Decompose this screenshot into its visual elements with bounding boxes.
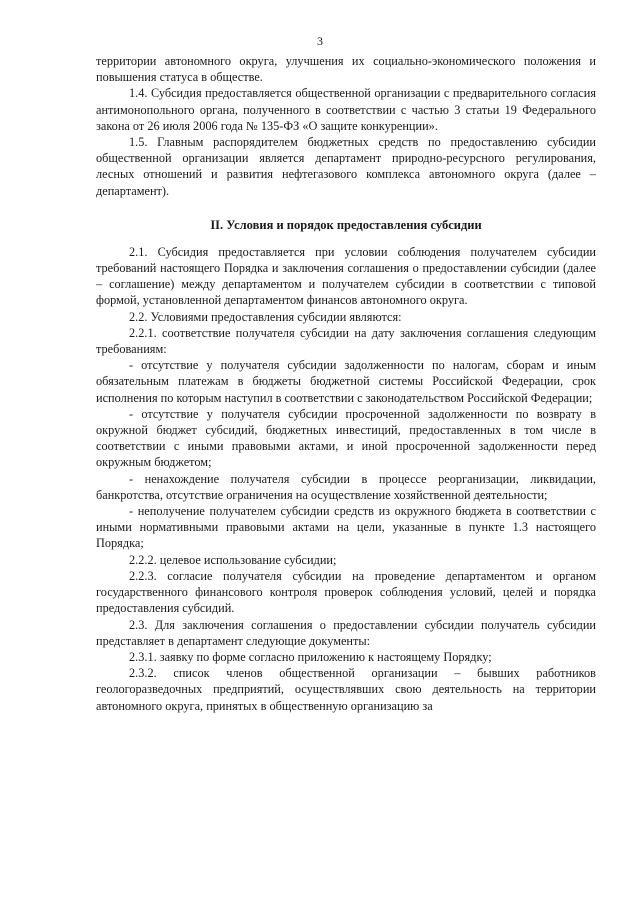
paragraph-2-2-2: 2.2.2. целевое использование субсидии; bbox=[129, 552, 337, 567]
section-heading: II. Условия и порядок предоставления субсидии bbox=[210, 217, 482, 232]
list-item-no-other-funds: - неполучение получателем субсидии средств из окружного бюджета в соответствии с иными нормативными правовыми актами на цели, указанные в пункте 1.3 настоящего Порядка; bbox=[96, 504, 596, 551]
paragraph-2-3: 2.3. Для заключения соглашения о предоставлении субсидии получатель субсидии представляет в департамент следующие документы: bbox=[96, 617, 596, 648]
paragraph-2-2-3: 2.2.3. согласие получателя субсидии на проведение департаментом и органом государственного финансового контроля проверок соблюдения условий, целей и порядка предоставления субсидий. bbox=[96, 568, 596, 616]
list-item-no-reorganization: - ненахождение получателя субсидии в процессе реорганизации, ликвидации, банкротства, отсутствие ограничения на осуществление хозяйственной деятельности; bbox=[96, 471, 596, 502]
paragraph-continuation: территории автономного округа, улучшения их социально-экономического положения и повышения статуса в обществе. bbox=[96, 54, 596, 85]
paragraph-2-2: 2.2. Условиями предоставления субсидии являются: bbox=[129, 309, 402, 324]
list-item-no-tax-debt: - отсутствие у получателя субсидии задолженности по налогам, сборам и иным обязательным платежам в бюджеты бюджетной системы Российской Федерации, срок исполнения по которым наступил в соответствии с законодательством Российской Федерации; bbox=[96, 358, 596, 405]
list-item-no-overdue-debt: - отсутствие у получателя субсидии просроченной задолженности по возврату в окружной бюджет субсидий, бюджетных инвестиций, предоставленных в том числе в соответствии с иными правовыми актами, и иной просроченной задолженности перед окружным бюджетом; bbox=[96, 406, 596, 470]
paragraph-1-5: 1.5. Главным распорядителем бюджетных средств по предоставлению субсидии общественной организации является департамент природно-ресурсного регулирования, лесных отношений и развития нефтегазового комплекса автономного округа (далее – департамент). bbox=[96, 135, 596, 198]
paragraph-2-3-2: 2.3.2. список членов общественной организации – бывших работников геологоразведочных предприятий, осуществлявших свою деятельность на территории автономного округа, принятых в общественную организацию за bbox=[96, 666, 596, 713]
paragraph-1-4: 1.4. Субсидия предоставляется общественной организации с предварительного согласия антимонопольного органа, полученного в соответствии с частью 3 статьи 19 Федерального закона от 26 июля 2006 года № 135-ФЗ «О защите конкуренции». bbox=[96, 86, 596, 133]
paragraph-2-3-1: 2.3.1. заявку по форме согласно приложению к настоящему Порядку; bbox=[129, 649, 492, 664]
page-number: 3 bbox=[317, 34, 323, 48]
paragraph-2-1: 2.1. Субсидия предоставляется при условии соблюдения получателем субсидии требований настоящего Порядка и заключения соглашения о предоставлении субсидии (далее – соглашение) между департаментом и получателем субсидии в соответствии с типовой формой, установленной департаментом финансов автономного округа. bbox=[96, 244, 596, 308]
document-body bbox=[96, 53, 596, 714]
paragraph-2-2-1: 2.2.1. соответствие получателя субсидии на дату заключения соглашения следующим требованиям: bbox=[96, 325, 596, 357]
